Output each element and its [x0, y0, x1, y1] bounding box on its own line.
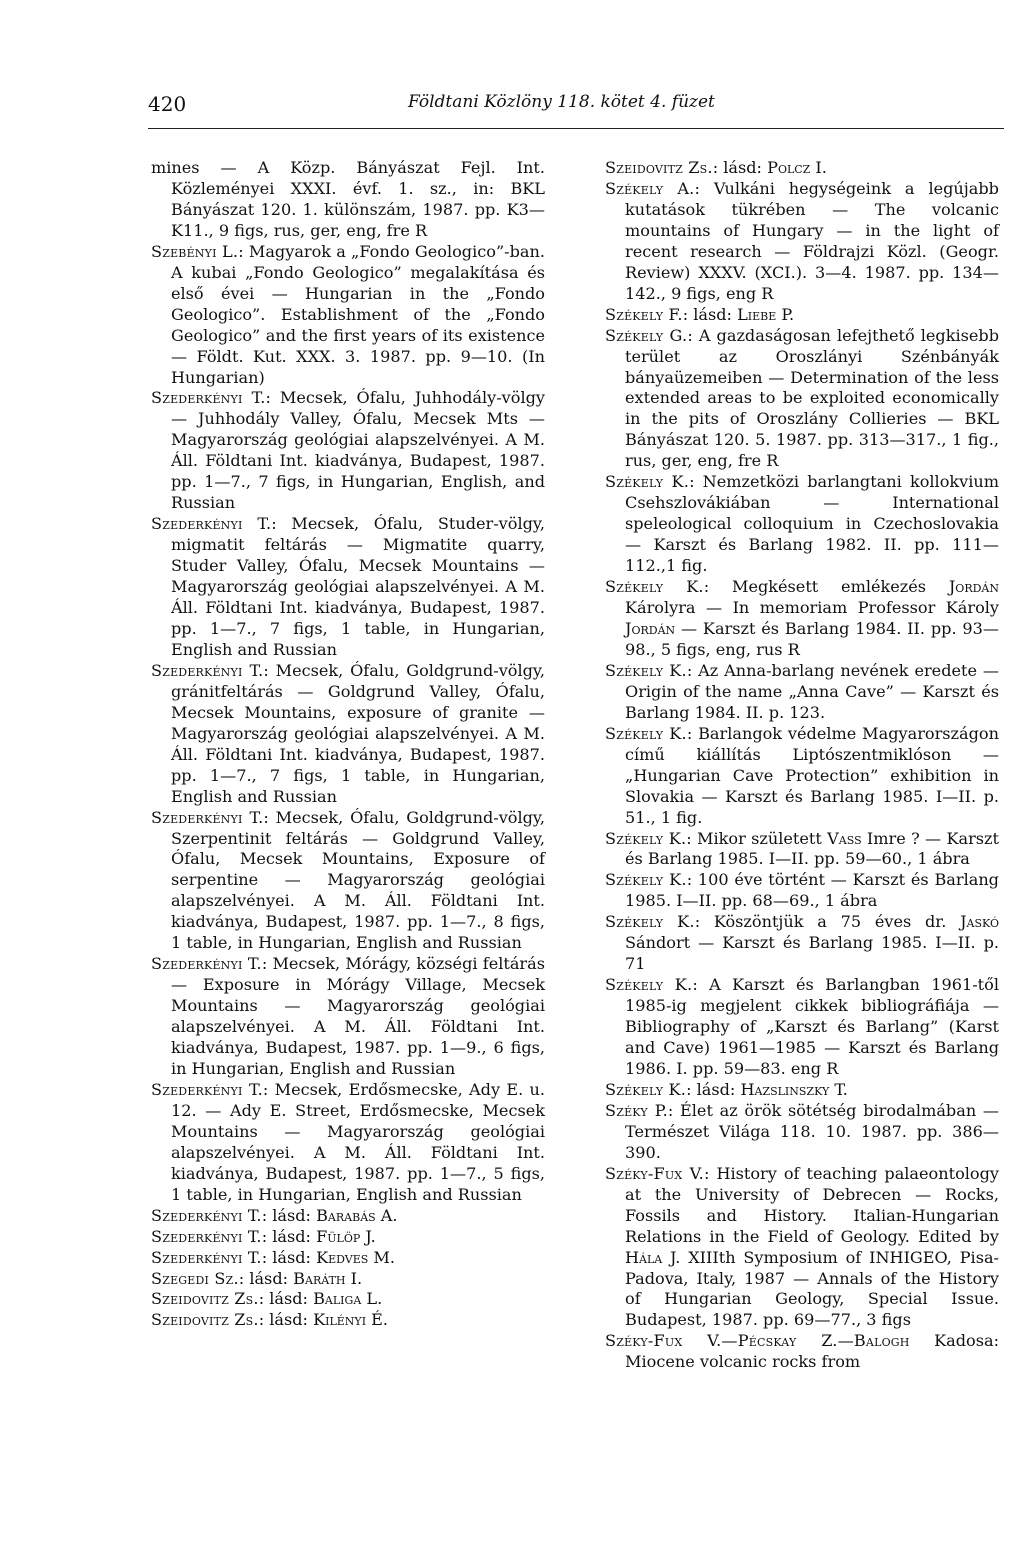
entry-text: : Élet az örök sötétség birodalmában — Természet Világa 118. 10. 1987. pp. 386—390.	[625, 1100, 1000, 1162]
bibliography-entry	[151, 1080, 545, 1206]
bibliography-entry	[151, 1269, 545, 1290]
entry-text: : lásd:	[258, 1310, 314, 1330]
bibliography-entry	[151, 1248, 545, 1269]
entry-author: Szederkényi T.	[151, 1226, 262, 1246]
bibliography-entry	[605, 870, 999, 912]
bibliography-entry	[605, 472, 999, 577]
entry-text: Imre ? — Karszt és Barlang 1985. I—II. pp. 59—60., 1 ábra	[625, 828, 999, 869]
entry-author: Székely K.	[605, 660, 687, 680]
entry-author: Székely K.	[605, 472, 690, 492]
entry-text: : Vulkáni hegységeink a legújabb kutatások tükrében — The volcanic mountains of Hungary — in the light of recent research — Földrajzi Közl. (Geogr. Review) XXXV. (XCI.). 3—4. 1987. pp. 134—142., 9 figs, eng R	[625, 178, 999, 303]
entry-author: Székely K.	[605, 828, 687, 848]
entry-reference: Jordán	[625, 618, 676, 638]
entry-author: Szederkényi T.	[151, 660, 264, 680]
entry-reference: Kedves M.	[316, 1247, 396, 1267]
entry-text: : lásd:	[261, 1247, 317, 1267]
entry-author: Szegedi Sz.	[151, 1268, 239, 1288]
bibliography-entry	[151, 388, 545, 514]
entry-author: Székely A.	[605, 178, 695, 198]
entry-text: : Mecsek, Ófalu, Goldgrund-völgy, gránitfeltárás — Goldgrund Valley, Ófalu, Mecsek Mountains, exposure of granite — Magyarország geológiai alapszelvényei. A M. Áll. Földtani Int. kiadványa, Budapest, 1987. pp. 1—7., 7 figs, 1 table, in Hungarian, English and Russian	[171, 660, 545, 806]
entry-text: mines — A Közp. Bányászat Fejl. Int. Közleményei XXXI. évf. 1. sz., in: BKL Bányászat 120. 1. különszám, 1987. pp. K3—K11., 9 figs, rus, ger, eng, fre R	[151, 158, 545, 240]
bibliography-entry	[605, 829, 999, 871]
entry-text: : lásd:	[712, 158, 768, 177]
entry-text: : lásd:	[682, 304, 738, 324]
bibliography-entry	[605, 1164, 999, 1332]
entry-text: : lásd:	[261, 1205, 317, 1225]
entry-author: Széky P.	[605, 1100, 668, 1120]
entry-text: : lásd:	[258, 1289, 314, 1309]
bibliography-entry	[151, 1310, 545, 1331]
page-number: 420	[148, 92, 187, 116]
entry-text: : Mikor született	[686, 828, 828, 848]
entry-text: : Barlangok védelme Magyarországon című kiállítás Liptószentmiklóson — „Hungarian Cave Protection” exhibition in Slovakia — Karszt és Barlang 1985. I—II. p. 51., 1 fig.	[625, 723, 999, 827]
entry-author: Szederkényi T.	[151, 1205, 262, 1225]
entry-text: — Karszt és Barlang 1984. II. pp. 93—98., 5 figs, eng, rus R	[625, 618, 999, 659]
entry-text: : Mecsek, Ófalu, Juhhodály-völgy — Juhhodály Valley, Ófalu, Mecsek Mts — Magyarország geológiai alapszelvényei. A M. Áll. Földtani Int. kiadványa, Budapest, 1987. pp. 1—7., 7 figs, in Hungarian, English, and Russian	[171, 388, 545, 513]
bibliography-entry	[605, 158, 999, 179]
entry-author: Székely K.	[605, 912, 695, 932]
entry-text: : Mecsek, Mórágy, községi feltárás — Exposure in Mórágy Village, Mecsek Mountains — Magyarország geológiai alapszelvényei. A M. Áll. Földtani Int. kiadványa, Budapest, 1987. pp. 1—9., 6 figs, in Hungarian, English and Russian	[171, 954, 545, 1078]
entry-author: Székely G.	[605, 325, 688, 345]
bibliography-entry	[151, 1227, 545, 1248]
entry-reference: Kilényi É.	[313, 1310, 389, 1330]
bibliography-entry	[605, 577, 999, 661]
entry-text: : 100 éve történt — Karszt és Barlang 1985. I—II. pp. 68—69., 1 ábra	[625, 870, 999, 911]
entry-author: Szederkényi T.	[151, 1247, 262, 1267]
entry-author: Szederkényi T.	[151, 954, 262, 974]
entry-reference: Barabás A.	[316, 1205, 398, 1225]
entry-text: : Nemzetközi barlangtani kollokvium Csehszlovákiában — International speleological colloquium in Czechoslovakia — Karszt és Barlang 1982. II. pp. 111—112.,1 fig.	[625, 472, 999, 576]
entry-author: Széky-Fux V.—Pécskay Z.—Balogh	[605, 1331, 910, 1351]
bibliography-entry	[605, 975, 999, 1080]
entry-author: Székely K.	[605, 723, 687, 743]
entry-reference: Hála	[625, 1247, 663, 1267]
entry-author: Székely K.	[605, 975, 693, 995]
entry-author: Szederkényi T.	[151, 514, 272, 534]
bibliography-entry	[151, 808, 545, 955]
entry-reference: Vass	[827, 828, 862, 848]
entry-reference: Hazslinszky T.	[740, 1079, 848, 1099]
entry-author: Szeidovitz Zs.	[151, 1289, 259, 1309]
entry-reference: Baráth I.	[293, 1268, 363, 1288]
bibliography-entry	[605, 912, 999, 975]
entry-text: J. XIIIth Symposium of INHIGEO, Pisa-Padova, Italy, 1987 — Annals of the History of Hungarian Geology, Special Issue. Budapest, 1987. pp. 69—77., 3 figs	[625, 1247, 999, 1330]
entry-text: : History of teaching palaeontology at the University of Debrecen — Rocks, Fossils and History. Italian-Hungarian Relations in the Field of Geology. Edited by	[625, 1163, 999, 1246]
bibliography-entry	[151, 1206, 545, 1227]
entry-text: Károlyra — In memoriam Professor Károly	[625, 598, 999, 618]
journal-title: Földtani Közlöny 118. kötet 4. füzet	[408, 92, 715, 112]
entry-author: Székely K.	[605, 870, 687, 890]
entry-reference: Fülöp J.	[316, 1226, 376, 1246]
entry-text: : lásd:	[686, 1079, 741, 1099]
entry-author: Széky-Fux V.	[605, 1163, 704, 1183]
entry-text: : Az Anna-barlang nevének eredete — Origin of the name „Anna Cave” — Karszt és Barlang 1984. II. p. 123.	[625, 660, 999, 722]
right-column	[605, 158, 999, 1373]
bibliography-entry	[151, 242, 545, 389]
entry-author: Székely K.	[605, 577, 704, 597]
bibliography-entry	[151, 1289, 545, 1310]
bibliography-entry	[605, 1101, 999, 1164]
entry-text: : Mecsek, Erdősmecske, Ady E. u. 12. — Ady E. Street, Erdősmecske, Mecsek Mountains — Magyarország geológiai alapszelvényei. A M. Áll. Földtani Int. kiadványa, Budapest, 1987. pp. 1—7., 5 figs, 1 table, in Hungarian, English and Russian	[171, 1079, 546, 1204]
entry-text: Kadosa: Miocene volcanic rocks from	[625, 1331, 999, 1372]
entry-author: Székely F.	[605, 304, 683, 324]
page-header	[148, 92, 1004, 129]
bibliography-entry	[151, 954, 545, 1080]
entry-text: : Mecsek, Ófalu, Studer-völgy, migmatit feltárás — Migmatite quarry, Studer Valley, Ófalu, Mecsek Mountains — Magyarország geológiai alapszelvényei. A M. Áll. Földtani Int. kiadványa, Budapest, 1987. pp. 1—7., 7 figs, 1 table, in Hungarian, English and Russian	[171, 514, 545, 659]
entry-text: : Megkésett emlékezés	[703, 577, 949, 597]
bibliography-entry	[605, 661, 999, 724]
entry-author: Szederkényi T.	[151, 1079, 263, 1099]
bibliography-entry	[151, 514, 545, 661]
bibliography-entry	[605, 1080, 999, 1101]
entry-reference: Jordán	[948, 577, 999, 597]
entry-author: Szederkényi T.	[151, 388, 266, 408]
entry-author: Szebényi L.	[151, 241, 239, 261]
entry-text: : lásd:	[238, 1268, 294, 1288]
entry-text: : A Karszt és Barlangban 1961-től 1985-ig megjelent cikkek bibliográfiája — Bibliography of „Karszt és Barlang” (Karst and Cave) 1961—1985 — Karszt és Barlang 1986. I. pp. 59—83. eng R	[625, 975, 999, 1078]
entry-author: Szeidovitz Zs.	[605, 158, 713, 177]
bibliography-entry	[605, 724, 999, 829]
entry-text: : Magyarok a „Fondo Geologico”-ban. A kubai „Fondo Geologico” megalakítása és első évei — Hungarian in the „Fondo Geologico”. Establishment of the „Fondo Geologico” and the first years of its existence — Földt. Kut. XXX. 3. 1987. pp. 9—10. (In Hungarian)	[171, 241, 545, 387]
entry-reference: Baliga L.	[313, 1289, 383, 1309]
entry-text: Sándort — Karszt és Barlang 1985. I—II. p. 71	[625, 933, 999, 974]
entry-reference: Jaskó	[960, 912, 999, 932]
entry-author: Székely K.	[605, 1079, 687, 1099]
entry-reference: Liebe P.	[737, 304, 795, 324]
entry-text: : A gazdaságosan lefejthető legkisebb terület az Oroszlányi Szénbányák bányaüzemeiben — Determination of the less extended areas to be exploited economically in the pits of Oroszlány Collieries — BKL Bányászat 120. 5. 1987. pp. 313—317., 1 fig., rus, ger, eng, fre R	[625, 325, 999, 471]
entry-text: : lásd:	[261, 1226, 317, 1246]
entry-text: : Mecsek, Ófalu, Goldgrund-völgy, Szerpentinit feltárás — Goldgrund Valley, Ófalu, Mecsek Mountains, Exposure of serpentine — Magyarország geológiai alapszelvényei. A M. Áll. Földtani Int. kiadványa, Budapest, 1987. pp. 1—7., 8 figs, 1 table, in Hungarian, English and Russian	[171, 807, 545, 953]
bibliography-entry	[605, 305, 999, 326]
bibliography-entry	[151, 158, 545, 242]
entry-reference: Polcz I.	[767, 158, 827, 177]
bibliography-entry	[605, 179, 999, 305]
entry-author: Szeidovitz Zs.	[151, 1310, 259, 1330]
bibliography-entry	[605, 326, 999, 473]
entry-text: : Köszöntjük a 75 éves dr.	[694, 912, 961, 932]
bibliography-entry	[605, 1331, 999, 1373]
entry-author: Szederkényi T.	[151, 807, 264, 827]
left-column	[151, 158, 545, 1331]
bibliography-entry	[151, 661, 545, 808]
